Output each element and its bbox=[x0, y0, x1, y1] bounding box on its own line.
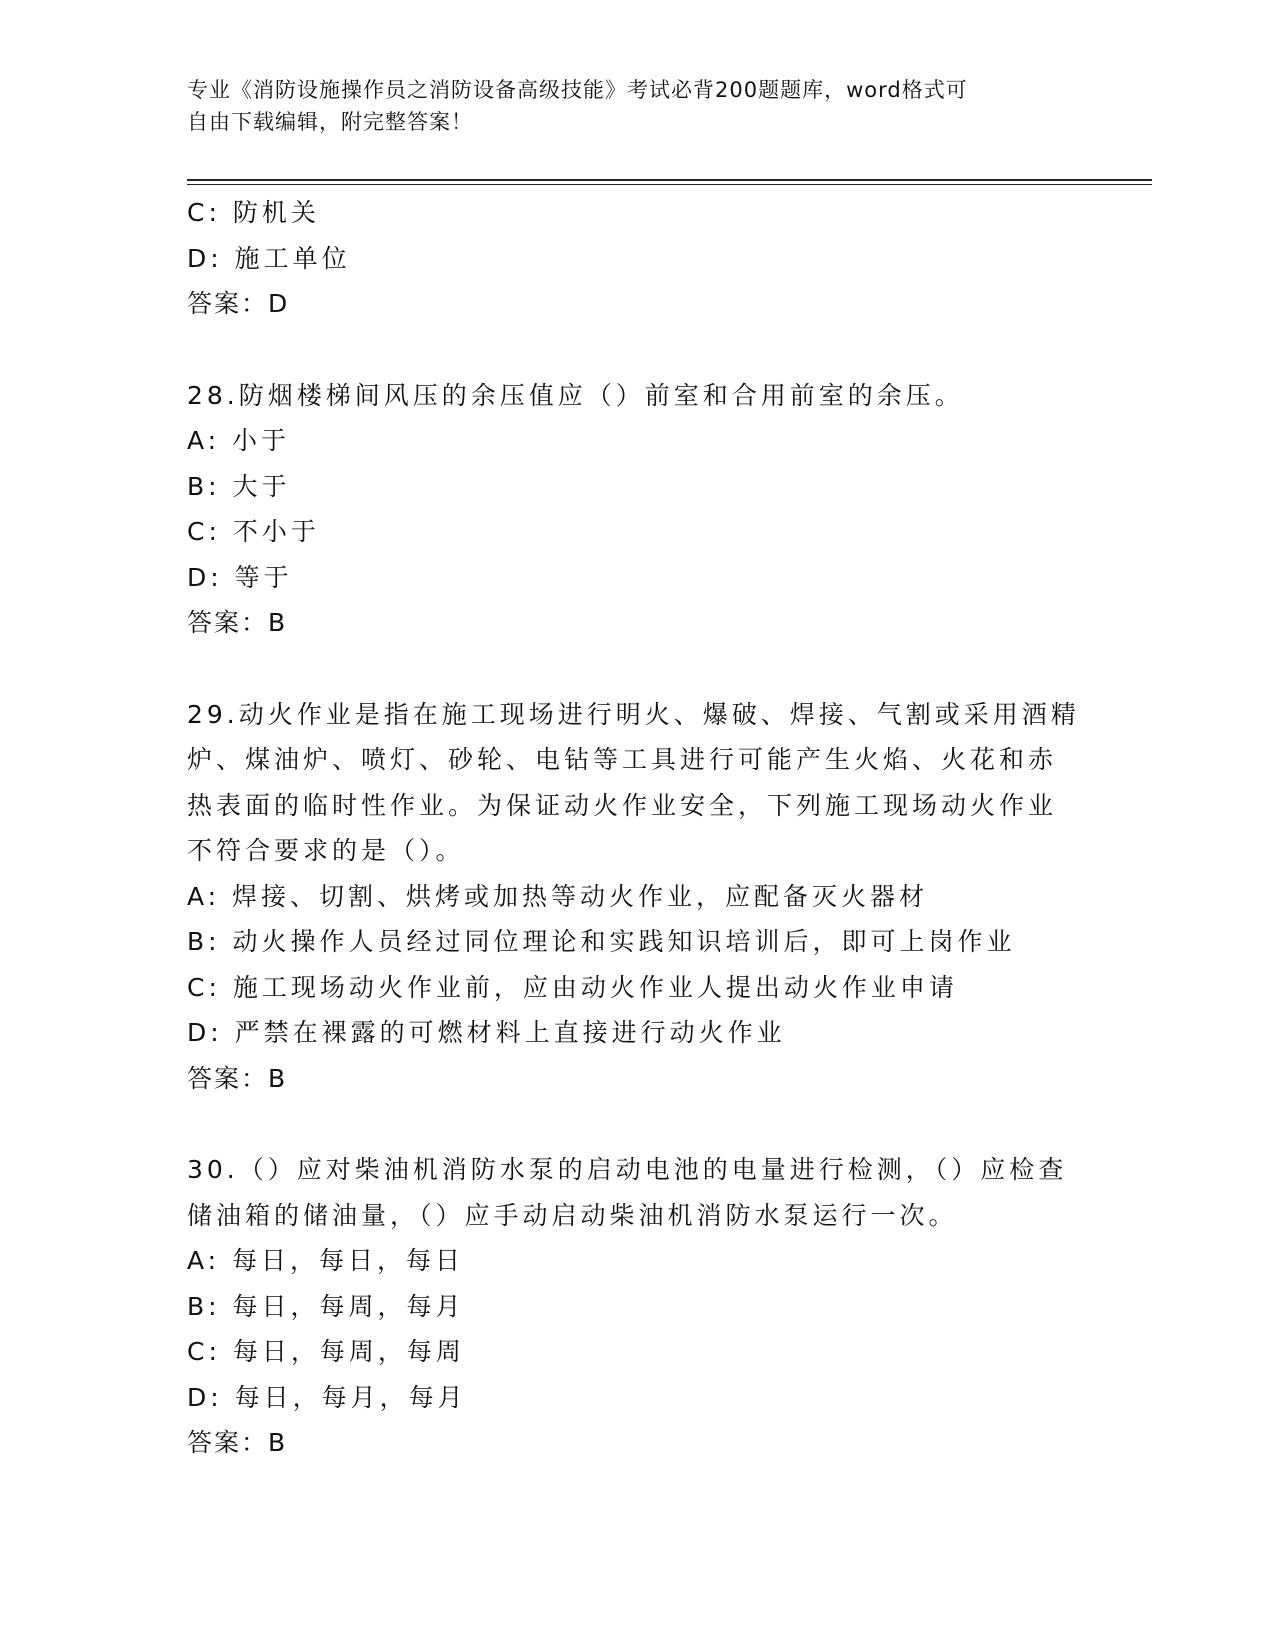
question-list bbox=[187, 190, 1087, 1466]
option-c: C: 不小于 bbox=[187, 517, 320, 546]
question-text: 28.防烟楼梯间风压的余压值应（）前室和合用前室的余压。 bbox=[187, 380, 964, 410]
spacer bbox=[187, 646, 1087, 692]
prev-question-tail bbox=[187, 190, 1087, 327]
question-text: 炉、煤油炉、喷灯、砂轮、电钻等工具进行可能产生火焰、火花和赤 bbox=[187, 745, 1058, 774]
option-a: A: 焊接、切割、烘烤或加热等动火作业，应配备灭火器材 bbox=[187, 881, 929, 911]
option-d: D: 等于 bbox=[187, 562, 293, 592]
answer-line: 答案：B bbox=[187, 1428, 288, 1457]
option-b: B: 大于 bbox=[187, 471, 291, 501]
question-text: 29.动火作业是指在施工现场进行明火、爆破、焊接、气割或采用酒精 bbox=[187, 699, 1080, 729]
spacer bbox=[187, 1101, 1087, 1147]
question-text: 热表面的临时性作业。为保证动火作业安全，下列施工现场动火作业 bbox=[187, 790, 1058, 820]
option-b: B: 动火操作人员经过同位理论和实践知识培训后，即可上岗作业 bbox=[187, 927, 1016, 956]
option-a: A: 每日，每日，每日 bbox=[187, 1246, 465, 1275]
answer-line: 答案：B bbox=[187, 1063, 288, 1093]
answer-line: 答案：B bbox=[187, 608, 288, 637]
option-b: B: 每日，每周，每月 bbox=[187, 1291, 465, 1321]
question-text: 30.（）应对柴油机消防水泵的启动电池的电量进行检测，（）应检查 bbox=[187, 1155, 1068, 1184]
header-rule-thin bbox=[187, 184, 1152, 185]
option-c: C: 防机关 bbox=[187, 198, 320, 227]
header-line-2: 自由下载编辑，附完整答案！ bbox=[187, 110, 473, 134]
option-d: D: 严禁在裸露的可燃材料上直接进行动火作业 bbox=[187, 1018, 786, 1047]
question-text: 储油箱的储油量，（）应手动启动柴油机消防水泵运行一次。 bbox=[187, 1200, 958, 1230]
option-c: C: 施工现场动火作业前，应由动火作业人提出动火作业申请 bbox=[187, 972, 958, 1002]
header-rule bbox=[187, 179, 1152, 181]
option-c: C: 每日，每周，每周 bbox=[187, 1337, 465, 1366]
question-29 bbox=[187, 692, 1087, 1102]
document-header bbox=[187, 74, 1087, 138]
spacer bbox=[187, 327, 1087, 373]
answer-line: 答案：D bbox=[187, 289, 290, 318]
question-text: 不符合要求的是（）。 bbox=[187, 836, 465, 865]
option-d: D: 施工单位 bbox=[187, 243, 351, 273]
option-d: D: 每日，每月，每月 bbox=[187, 1382, 467, 1412]
header-line-1: 专业《消防设施操作员之消防设备高级技能》考试必背200题题库，word格式可 bbox=[187, 78, 968, 102]
question-28 bbox=[187, 373, 1087, 646]
option-a: A: 小于 bbox=[187, 426, 291, 455]
question-30 bbox=[187, 1147, 1087, 1466]
